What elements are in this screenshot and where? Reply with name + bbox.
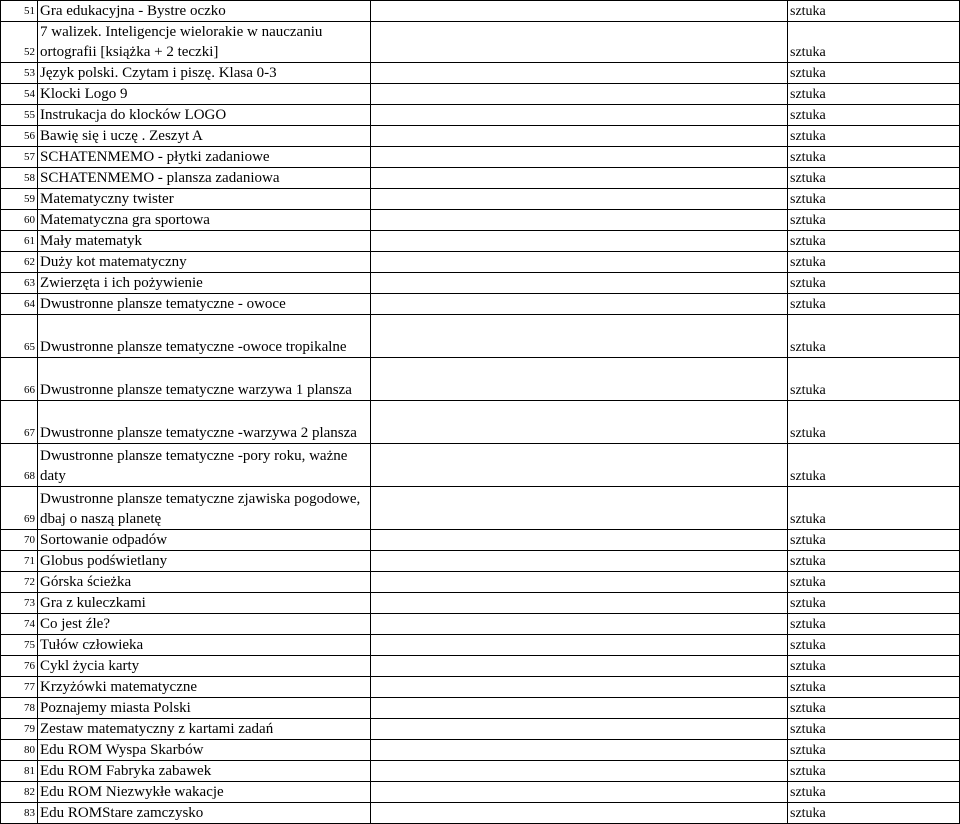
item-name: Dwustronne plansze tematyczne warzywa 1 plansza xyxy=(38,358,371,401)
item-name: Edu ROM Niezwykłe wakacje xyxy=(38,782,371,803)
empty-cell xyxy=(371,105,788,126)
item-name: 7 walizek. Inteligencje wielorakie w nauczaniu ortografii [książka + 2 teczki] xyxy=(38,22,371,63)
row-number: 57 xyxy=(1,147,38,168)
item-name: Dwustronne plansze tematyczne -pory roku, ważne daty xyxy=(38,444,371,487)
unit-cell: sztuka xyxy=(788,84,960,105)
empty-cell xyxy=(371,315,788,358)
row-number: 82 xyxy=(1,782,38,803)
table-row xyxy=(1,63,960,84)
row-number: 75 xyxy=(1,635,38,656)
row-number: 74 xyxy=(1,614,38,635)
item-name: Co jest źle? xyxy=(38,614,371,635)
empty-cell xyxy=(371,401,788,444)
unit-cell: sztuka xyxy=(788,22,960,63)
table-row xyxy=(1,105,960,126)
table-row xyxy=(1,698,960,719)
table-row xyxy=(1,231,960,252)
row-number: 56 xyxy=(1,126,38,147)
item-name: Instrukacja do klocków LOGO xyxy=(38,105,371,126)
empty-cell xyxy=(371,614,788,635)
unit-cell: sztuka xyxy=(788,168,960,189)
empty-cell xyxy=(371,487,788,530)
table-row xyxy=(1,22,960,63)
table-row xyxy=(1,294,960,315)
empty-cell xyxy=(371,210,788,231)
row-number: 59 xyxy=(1,189,38,210)
table-row xyxy=(1,614,960,635)
unit-cell: sztuka xyxy=(788,782,960,803)
empty-cell xyxy=(371,551,788,572)
empty-cell xyxy=(371,572,788,593)
unit-cell: sztuka xyxy=(788,315,960,358)
unit-cell: sztuka xyxy=(788,231,960,252)
unit-cell: sztuka xyxy=(788,677,960,698)
table-row xyxy=(1,635,960,656)
table-row xyxy=(1,593,960,614)
unit-cell: sztuka xyxy=(788,105,960,126)
table-row xyxy=(1,551,960,572)
item-name: SCHATENMEMO - plansza zadaniowa xyxy=(38,168,371,189)
table-row xyxy=(1,358,960,401)
row-number: 73 xyxy=(1,593,38,614)
table-row xyxy=(1,189,960,210)
row-number: 80 xyxy=(1,740,38,761)
item-name: Poznajemy miasta Polski xyxy=(38,698,371,719)
row-number: 70 xyxy=(1,530,38,551)
table-row xyxy=(1,530,960,551)
row-number: 83 xyxy=(1,803,38,824)
item-name: Matematyczna gra sportowa xyxy=(38,210,371,231)
empty-cell xyxy=(371,189,788,210)
empty-cell xyxy=(371,147,788,168)
empty-cell xyxy=(371,782,788,803)
table-row xyxy=(1,401,960,444)
unit-cell: sztuka xyxy=(788,740,960,761)
row-number: 71 xyxy=(1,551,38,572)
row-number: 60 xyxy=(1,210,38,231)
unit-cell: sztuka xyxy=(788,358,960,401)
table-row xyxy=(1,1,960,22)
item-name: SCHATENMEMO - płytki zadaniowe xyxy=(38,147,371,168)
row-number: 72 xyxy=(1,572,38,593)
unit-cell: sztuka xyxy=(788,803,960,824)
item-name: Górska ścieżka xyxy=(38,572,371,593)
unit-cell: sztuka xyxy=(788,719,960,740)
table-row xyxy=(1,677,960,698)
table-row xyxy=(1,444,960,487)
item-name: Edu ROMStare zamczysko xyxy=(38,803,371,824)
item-name: Matematyczny twister xyxy=(38,189,371,210)
item-name: Klocki Logo 9 xyxy=(38,84,371,105)
unit-cell: sztuka xyxy=(788,761,960,782)
row-number: 53 xyxy=(1,63,38,84)
item-name: Dwustronne plansze tematyczne - owoce xyxy=(38,294,371,315)
table-row xyxy=(1,273,960,294)
empty-cell xyxy=(371,252,788,273)
empty-cell xyxy=(371,444,788,487)
row-number: 79 xyxy=(1,719,38,740)
row-number: 55 xyxy=(1,105,38,126)
unit-cell: sztuka xyxy=(788,147,960,168)
row-number: 61 xyxy=(1,231,38,252)
unit-cell: sztuka xyxy=(788,189,960,210)
row-number: 58 xyxy=(1,168,38,189)
empty-cell xyxy=(371,63,788,84)
unit-cell: sztuka xyxy=(788,210,960,231)
empty-cell xyxy=(371,761,788,782)
table-row xyxy=(1,315,960,358)
unit-cell: sztuka xyxy=(788,444,960,487)
item-name: Edu ROM Fabryka zabawek xyxy=(38,761,371,782)
row-number: 69 xyxy=(1,487,38,530)
item-name: Duży kot matematyczny xyxy=(38,252,371,273)
table-row xyxy=(1,803,960,824)
item-name: Dwustronne plansze tematyczne -warzywa 2 plansza xyxy=(38,401,371,444)
table-row xyxy=(1,656,960,677)
empty-cell xyxy=(371,803,788,824)
table-row xyxy=(1,210,960,231)
table-row xyxy=(1,168,960,189)
item-name: Cykl życia karty xyxy=(38,656,371,677)
unit-cell: sztuka xyxy=(788,63,960,84)
empty-cell xyxy=(371,656,788,677)
item-name: Krzyżówki matematyczne xyxy=(38,677,371,698)
item-name: Edu ROM Wyspa Skarbów xyxy=(38,740,371,761)
row-number: 52 xyxy=(1,22,38,63)
empty-cell xyxy=(371,168,788,189)
row-number: 62 xyxy=(1,252,38,273)
item-name: Globus podświetlany xyxy=(38,551,371,572)
table-row xyxy=(1,740,960,761)
item-name: Dwustronne plansze tematyczne -owoce tropikalne xyxy=(38,315,371,358)
unit-cell: sztuka xyxy=(788,551,960,572)
row-number: 64 xyxy=(1,294,38,315)
item-name: Tułów człowieka xyxy=(38,635,371,656)
row-number: 54 xyxy=(1,84,38,105)
row-number: 78 xyxy=(1,698,38,719)
empty-cell xyxy=(371,126,788,147)
item-name: Zwierzęta i ich pożywienie xyxy=(38,273,371,294)
empty-cell xyxy=(371,593,788,614)
empty-cell xyxy=(371,677,788,698)
unit-cell: sztuka xyxy=(788,126,960,147)
empty-cell xyxy=(371,719,788,740)
empty-cell xyxy=(371,530,788,551)
row-number: 63 xyxy=(1,273,38,294)
empty-cell xyxy=(371,84,788,105)
empty-cell xyxy=(371,294,788,315)
empty-cell xyxy=(371,1,788,22)
unit-cell: sztuka xyxy=(788,635,960,656)
table-row xyxy=(1,761,960,782)
item-name: Dwustronne plansze tematyczne zjawiska pogodowe, dbaj o naszą planetę xyxy=(38,487,371,530)
row-number: 65 xyxy=(1,315,38,358)
item-name: Bawię się i uczę . Zeszyt A xyxy=(38,126,371,147)
unit-cell: sztuka xyxy=(788,487,960,530)
empty-cell xyxy=(371,698,788,719)
item-name: Zestaw matematyczny z kartami zadań xyxy=(38,719,371,740)
item-name: Sortowanie odpadów xyxy=(38,530,371,551)
table-row xyxy=(1,572,960,593)
empty-cell xyxy=(371,231,788,252)
table-row xyxy=(1,84,960,105)
unit-cell: sztuka xyxy=(788,252,960,273)
unit-cell: sztuka xyxy=(788,294,960,315)
table-row xyxy=(1,719,960,740)
table-row xyxy=(1,126,960,147)
unit-cell: sztuka xyxy=(788,401,960,444)
empty-cell xyxy=(371,22,788,63)
empty-cell xyxy=(371,740,788,761)
row-number: 51 xyxy=(1,1,38,22)
row-number: 67 xyxy=(1,401,38,444)
row-number: 81 xyxy=(1,761,38,782)
row-number: 76 xyxy=(1,656,38,677)
unit-cell: sztuka xyxy=(788,572,960,593)
unit-cell: sztuka xyxy=(788,698,960,719)
table-row xyxy=(1,147,960,168)
row-number: 77 xyxy=(1,677,38,698)
row-number: 68 xyxy=(1,444,38,487)
unit-cell: sztuka xyxy=(788,614,960,635)
table-row xyxy=(1,487,960,530)
table-row xyxy=(1,782,960,803)
unit-cell: sztuka xyxy=(788,656,960,677)
empty-cell xyxy=(371,358,788,401)
item-name: Język polski. Czytam i piszę. Klasa 0-3 xyxy=(38,63,371,84)
unit-cell: sztuka xyxy=(788,1,960,22)
item-name: Mały matematyk xyxy=(38,231,371,252)
unit-cell: sztuka xyxy=(788,530,960,551)
item-name: Gra z kuleczkami xyxy=(38,593,371,614)
table-row xyxy=(1,252,960,273)
empty-cell xyxy=(371,635,788,656)
row-number: 66 xyxy=(1,358,38,401)
unit-cell: sztuka xyxy=(788,593,960,614)
empty-cell xyxy=(371,273,788,294)
unit-cell: sztuka xyxy=(788,273,960,294)
item-name: Gra edukacyjna - Bystre oczko xyxy=(38,1,371,22)
